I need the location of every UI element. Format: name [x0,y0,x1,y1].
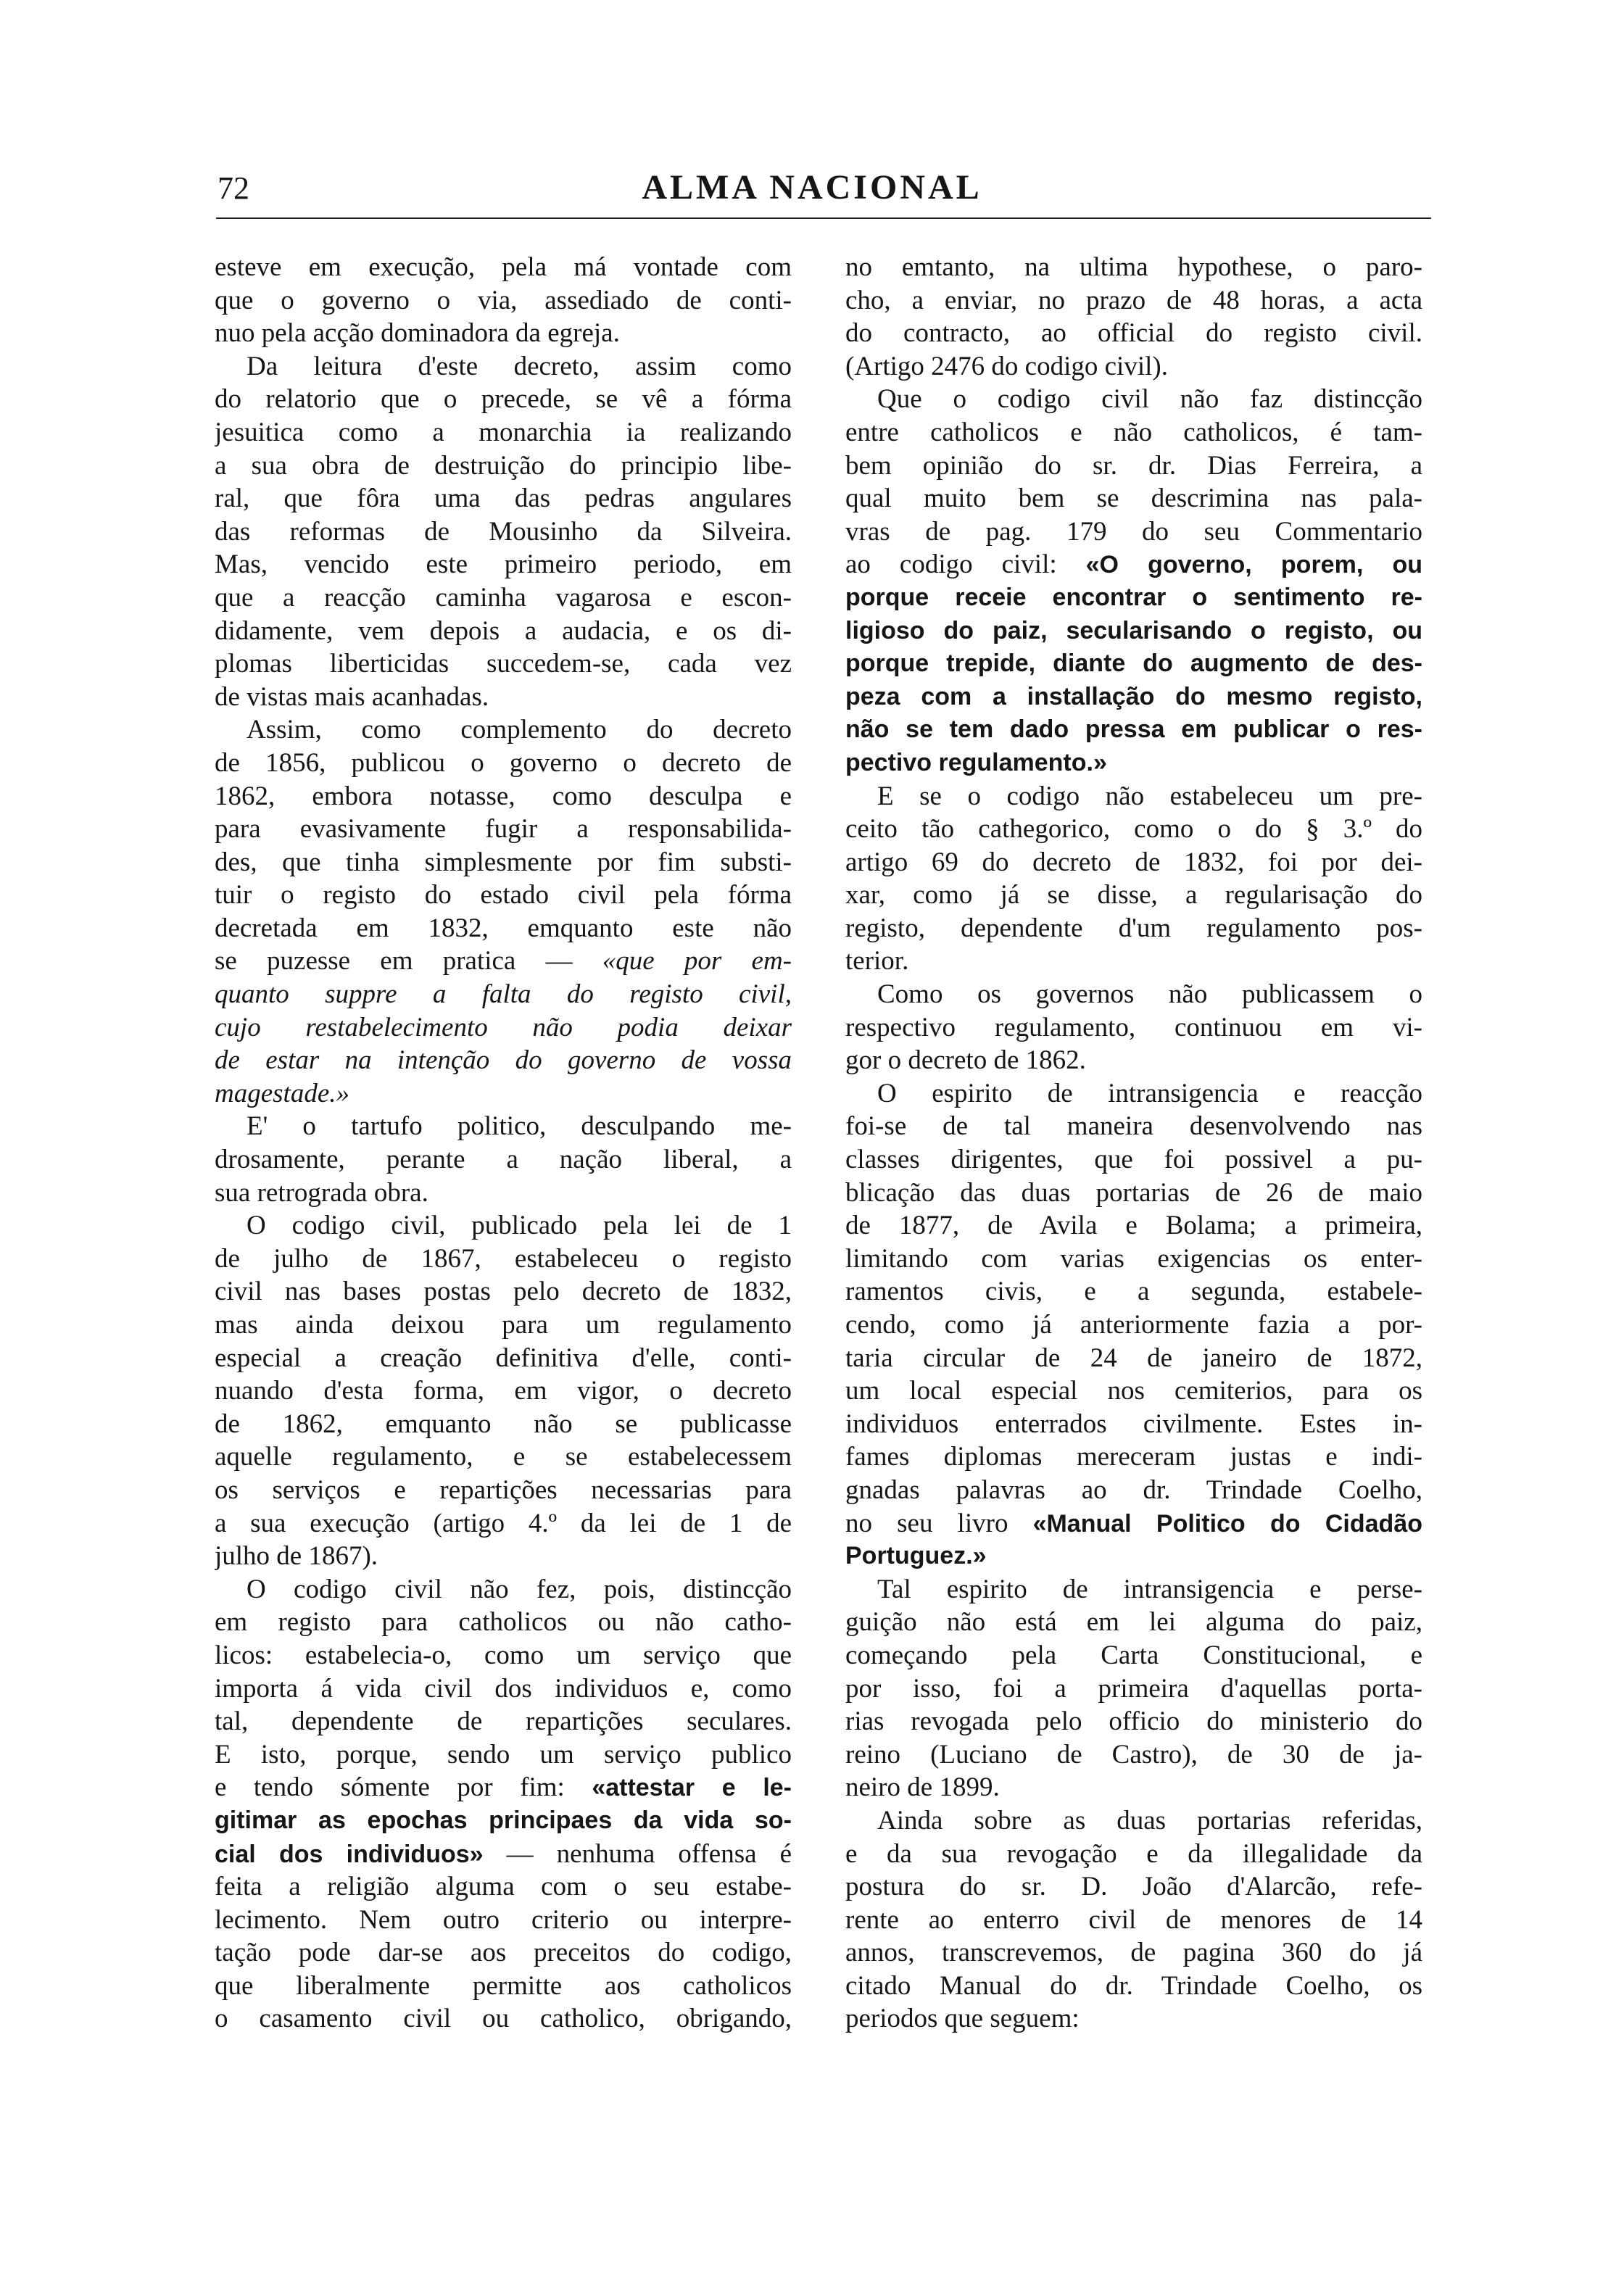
text-line: limitando com varias exigencias os enter- [845,1243,1422,1274]
text-line: que liberalmente permitte aos catholicos [215,1970,792,2001]
text-line: postura do sr. D. João d'Alarcão, refe- [845,1872,1422,1902]
text-line: citado Manual do dr. Trindade Coelho, os [845,1970,1422,2001]
text-line: annos, transcrevemos, de pagina 360 do já [845,1938,1422,1968]
text-line: (Artigo 2476 do codigo civil). [845,351,1168,381]
text-line: E se o codigo não estabeleceu um pre- [877,781,1422,811]
text-line: vras de pag. 179 do seu Commentario [845,516,1422,547]
text-line: Ainda sobre as duas portarias referidas, [877,1805,1422,1835]
text-line: O codigo civil, publicado pela lei de 1 [246,1211,792,1241]
text-line: rias revogada pelo officio do ministerio do [845,1706,1422,1737]
text-line: importa á vida civil dos individuos e, como [215,1673,792,1704]
text-line: a sua execução (artigo 4.º da lei de 1 de [215,1508,792,1538]
text-line: especial a creação definitiva d'elle, conti- [215,1343,792,1373]
text-line: artigo 69 do decreto de 1832, foi por dei- [845,847,1422,877]
text-line: cendo, como já anteriormente fazia a por- [845,1310,1422,1340]
text-line: qual muito bem se descrimina nas pala- [845,484,1422,514]
text-line: das reformas de Mousinho da Silveira. [215,516,792,547]
text-line: quanto suppre a falta do registo civil, [215,979,792,1010]
text-line: Que o codigo civil não faz distincção [877,384,1422,415]
text-line: registo, dependente d'um regulamento pos- [845,913,1422,943]
text-line: respectivo regulamento, continuou em vi- [845,1012,1422,1042]
text-line: porque trepide, diante do augmento de des- [845,650,1422,678]
text-line: ligioso do paiz, secularisando o registo, ou [845,616,1422,644]
text-line: gitimar as epochas principaes da vida so- [215,1806,792,1834]
text-line: pectivo regulamento.» [845,748,1107,776]
text-line: magestade.» [215,1078,349,1108]
text-line: individuos enterrados civilmente. Estes in- [845,1409,1422,1439]
text-line: de 1862, emquanto não se publicasse [215,1409,792,1439]
text-line: de vistas mais acanhadas. [215,681,489,712]
text-line: que o governo o via, assediado de conti- [215,285,792,315]
text-line: que a reacção caminha vagarosa e escon- [215,582,792,613]
text-line: de 1856, publicou o governo o decreto de [215,747,792,778]
text-line: cujo restabelecimento não podia deixar [215,1012,792,1042]
text-line: plomas liberticidas succedem-se, cada vez [215,649,792,679]
text-line: didamente, vem depois a audacia, e os di- [215,615,792,646]
text-line: Como os governos não publicassem o [877,979,1422,1010]
text-line: nuando d'esta forma, em vigor, o decreto [215,1376,792,1406]
text-line: licos: estabelecia-o, como um serviço que [215,1640,792,1670]
text-line: do contracto, ao official do registo civil. [845,318,1422,349]
text-line: jesuitica como a monarchia ia realizando [215,417,792,447]
text-line: um local especial nos cemiterios, para os [845,1376,1422,1406]
text-line: de julho de 1867, estabeleceu o registo [215,1243,792,1274]
text-line: gor o decreto de 1862. [845,1045,1086,1076]
text-line: e da sua revogação e da illegalidade da [845,1838,1422,1869]
text-line: porque receie encontrar o sentimento re- [845,583,1422,611]
text-line: e tendo sómente por fim: «attestar e le- [215,1772,792,1803]
text-line: os serviços e repartições necessarias para [215,1474,792,1505]
text-line: de 1877, de Avila e Bolama; a primeira, [845,1211,1422,1241]
text-line: fames diplomas mereceram justas e indi- [845,1442,1422,1472]
text-line: neiro de 1899. [845,1772,1000,1803]
text-line: em registo para catholicos ou não catho- [215,1607,792,1638]
text-line: reino (Luciano de Castro), de 30 de ja- [845,1739,1422,1770]
running-title: ALMA NACIONAL [642,168,982,207]
text-line: tal, dependente de repartições seculares. [215,1706,792,1737]
text-line: 1862, embora notasse, como desculpa e [215,781,792,811]
text-line: peza com a installação do mesmo registo, [845,682,1422,710]
text-line: taria circular de 24 de janeiro de 1872, [845,1343,1422,1373]
text-line: ral, que fôra uma das pedras angulares [215,484,792,514]
text-line: tuir o registo do estado civil pela fórma [215,880,792,910]
text-line: para evasivamente fugir a responsabilida- [215,814,792,845]
text-line: drosamente, perante a nação liberal, a [215,1145,792,1175]
left-column [215,251,792,2036]
text-line: esteve em execução, pela má vontade com [215,252,792,282]
text-line: feita a religião alguma com o seu estabe- [215,1872,792,1902]
text-line: Portuguez.» [845,1542,987,1570]
text-line: a sua obra de destruição do principio libe- [215,450,792,481]
text-line: o casamento civil ou catholico, obrigando, [215,2004,792,2034]
text-line: des, que tinha simplesmente por fim substi- [215,847,792,877]
text-line: do relatorio que o precede, se vê a fórma [215,384,792,415]
text-line: começando pela Carta Constitucional, e [845,1640,1422,1670]
text-line: Da leitura d'este decreto, assim como [246,351,792,381]
text-line: xar, como já se disse, a regularisação do [845,880,1422,910]
text-line: lecimento. Nem outro criterio ou interpre- [215,1904,792,1935]
text-line: civil nas bases postas pelo decreto de 1832, [215,1277,792,1307]
right-column [845,251,1422,2036]
text-line: decretada em 1832, emquanto este não [215,913,792,943]
text-line: entre catholicos e não catholicos, é tam- [845,417,1422,447]
text-line: foi-se de tal maneira desenvolvendo nas [845,1111,1422,1142]
text-line: terior. [845,946,909,976]
text-line: no seu livro «Manual Politico do Cidadão [845,1508,1422,1538]
text-line: se puzesse em pratica — «que por em- [215,946,792,976]
text-line: tação pode dar-se aos preceitos do codigo, [215,1938,792,1968]
text-line: O espirito de intransigencia e reacção [877,1078,1422,1108]
text-line: não se tem dado pressa em publicar o res- [845,715,1422,744]
text-line: E isto, porque, sendo um serviço publico [215,1739,792,1770]
text-line: sua retrograda obra. [215,1177,428,1208]
text-line: classes dirigentes, que foi possivel a pu- [845,1145,1422,1175]
text-line: de estar na intenção do governo de vossa [215,1045,792,1076]
text-line: cial dos individuos» — nenhuma offensa é [215,1838,792,1869]
text-line: ceito tão cathegorico, como o do § 3.º do [845,814,1422,845]
header-rule [216,217,1431,219]
text-line: Tal espirito de intransigencia e perse- [877,1574,1422,1604]
text-line: bem opinião do sr. dr. Dias Ferreira, a [845,450,1422,481]
text-line: julho de 1867). [215,1541,378,1572]
text-line: O codigo civil não fez, pois, distincção [246,1574,792,1604]
page-number: 72 [218,170,249,206]
text-line: rente ao enterro civil de menores de 14 [845,1904,1422,1935]
text-line: mas ainda deixou para um regulamento [215,1310,792,1340]
text-line: Assim, como complemento do decreto [246,715,792,745]
text-line: cho, a enviar, no prazo de 48 horas, a acta [845,285,1422,315]
text-line: E' o tartufo politico, desculpando me- [246,1111,792,1142]
text-line: nuo pela acção dominadora da egreja. [215,318,620,349]
text-line: Mas, vencido este primeiro periodo, em [215,549,792,580]
text-line: periodos que seguem: [845,2004,1080,2034]
text-line: ramentos civis, e a segunda, estabele- [845,1277,1422,1307]
text-line: gnadas palavras ao dr. Trindade Coelho, [845,1474,1422,1505]
text-line: aquelle regulamento, e se estabelecessem [215,1442,792,1472]
text-line: blicação das duas portarias de 26 de maio [845,1177,1422,1208]
text-line: guição não está em lei alguma do paiz, [845,1607,1422,1638]
text-line: ao codigo civil: «O governo, porem, ou [845,549,1422,580]
text-line: por isso, foi a primeira d'aquellas porta- [845,1673,1422,1704]
text-line: no emtanto, na ultima hypothese, o paro- [845,252,1422,282]
